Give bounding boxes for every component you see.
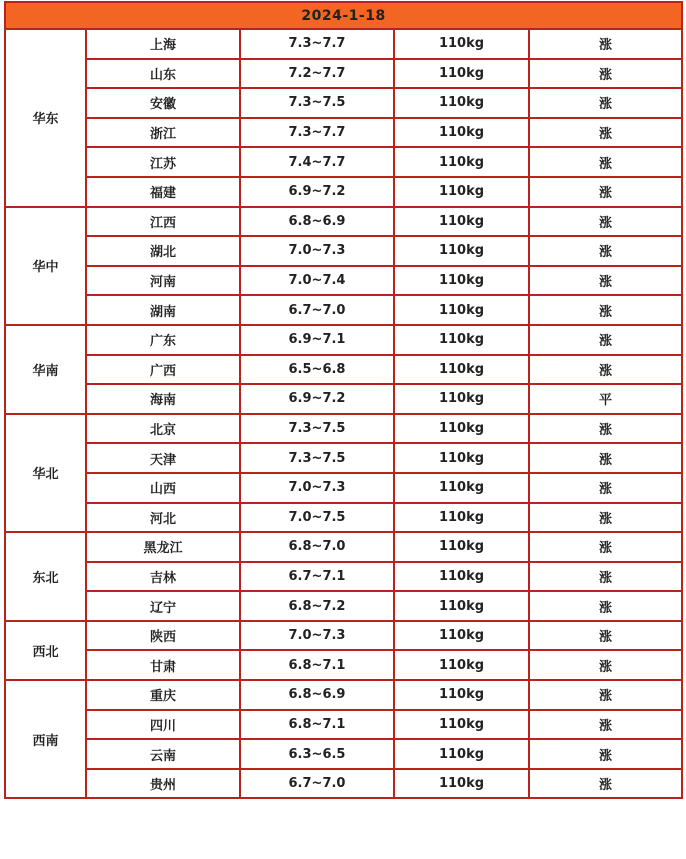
weight-cell: 110kg <box>394 147 529 177</box>
province-cell: 陕西 <box>86 621 240 651</box>
trend-up-cell: 涨 <box>529 29 682 59</box>
weight-cell: 110kg <box>394 59 529 89</box>
trend-up-cell: 涨 <box>529 414 682 444</box>
price-table-container <box>4 1 681 799</box>
table-row <box>5 29 682 59</box>
price-range-cell: 7.0~7.3 <box>240 621 394 651</box>
table-row <box>5 710 682 740</box>
province-cell: 北京 <box>86 414 240 444</box>
trend-up-cell: 涨 <box>529 59 682 89</box>
trend-up-cell: 涨 <box>529 266 682 296</box>
price-range-cell: 7.0~7.4 <box>240 266 394 296</box>
price-range-cell: 7.2~7.7 <box>240 59 394 89</box>
province-cell: 重庆 <box>86 680 240 710</box>
price-range-cell: 6.7~7.0 <box>240 769 394 799</box>
weight-cell: 110kg <box>394 650 529 680</box>
region-cell: 西南 <box>5 680 86 798</box>
trend-up-cell: 涨 <box>529 621 682 651</box>
province-cell: 甘肃 <box>86 650 240 680</box>
price-range-cell: 7.0~7.3 <box>240 236 394 266</box>
price-range-cell: 7.3~7.7 <box>240 118 394 148</box>
weight-cell: 110kg <box>394 769 529 799</box>
trend-up-cell: 涨 <box>529 295 682 325</box>
price-range-cell: 6.3~6.5 <box>240 739 394 769</box>
table-row <box>5 325 682 355</box>
weight-cell: 110kg <box>394 443 529 473</box>
table-row <box>5 680 682 710</box>
price-range-cell: 6.8~6.9 <box>240 680 394 710</box>
price-range-cell: 6.8~7.2 <box>240 591 394 621</box>
province-cell: 山西 <box>86 473 240 503</box>
table-row <box>5 355 682 385</box>
table-body <box>5 29 682 798</box>
table-row <box>5 207 682 237</box>
weight-cell: 110kg <box>394 236 529 266</box>
province-cell: 河北 <box>86 503 240 533</box>
price-range-cell: 6.7~7.0 <box>240 295 394 325</box>
province-cell: 山东 <box>86 59 240 89</box>
trend-up-cell: 涨 <box>529 325 682 355</box>
table-row <box>5 591 682 621</box>
weight-cell: 110kg <box>394 621 529 651</box>
province-cell: 江西 <box>86 207 240 237</box>
trend-flat-cell: 平 <box>529 384 682 414</box>
table-row <box>5 147 682 177</box>
province-cell: 云南 <box>86 739 240 769</box>
price-range-cell: 6.8~7.0 <box>240 532 394 562</box>
province-cell: 贵州 <box>86 769 240 799</box>
region-cell: 西北 <box>5 621 86 680</box>
price-range-cell: 6.9~7.2 <box>240 384 394 414</box>
table-row <box>5 266 682 296</box>
table-row <box>5 562 682 592</box>
weight-cell: 110kg <box>394 503 529 533</box>
weight-cell: 110kg <box>394 532 529 562</box>
trend-up-cell: 涨 <box>529 710 682 740</box>
region-cell: 华南 <box>5 325 86 414</box>
table-row <box>5 532 682 562</box>
trend-up-cell: 涨 <box>529 177 682 207</box>
table-row <box>5 650 682 680</box>
price-range-cell: 6.8~7.1 <box>240 650 394 680</box>
trend-up-cell: 涨 <box>529 769 682 799</box>
province-cell: 黑龙江 <box>86 532 240 562</box>
table-row <box>5 621 682 651</box>
trend-up-cell: 涨 <box>529 207 682 237</box>
trend-up-cell: 涨 <box>529 650 682 680</box>
trend-up-cell: 涨 <box>529 562 682 592</box>
region-cell: 华北 <box>5 414 86 532</box>
weight-cell: 110kg <box>394 177 529 207</box>
province-cell: 湖北 <box>86 236 240 266</box>
price-range-cell: 7.0~7.3 <box>240 473 394 503</box>
region-cell: 华中 <box>5 207 86 325</box>
price-range-cell: 7.3~7.5 <box>240 414 394 444</box>
trend-up-cell: 涨 <box>529 147 682 177</box>
weight-cell: 110kg <box>394 562 529 592</box>
trend-up-cell: 涨 <box>529 591 682 621</box>
weight-cell: 110kg <box>394 118 529 148</box>
weight-cell: 110kg <box>394 325 529 355</box>
table-row <box>5 739 682 769</box>
province-cell: 海南 <box>86 384 240 414</box>
price-range-cell: 6.7~7.1 <box>240 562 394 592</box>
table-row <box>5 118 682 148</box>
table-row <box>5 414 682 444</box>
province-cell: 四川 <box>86 710 240 740</box>
province-cell: 上海 <box>86 29 240 59</box>
province-cell: 广西 <box>86 355 240 385</box>
trend-up-cell: 涨 <box>529 532 682 562</box>
table-row <box>5 295 682 325</box>
trend-up-cell: 涨 <box>529 118 682 148</box>
province-cell: 河南 <box>86 266 240 296</box>
weight-cell: 110kg <box>394 680 529 710</box>
trend-up-cell: 涨 <box>529 88 682 118</box>
trend-up-cell: 涨 <box>529 355 682 385</box>
province-cell: 湖南 <box>86 295 240 325</box>
province-cell: 安徽 <box>86 88 240 118</box>
province-cell: 江苏 <box>86 147 240 177</box>
price-range-cell: 6.8~7.1 <box>240 710 394 740</box>
weight-cell: 110kg <box>394 266 529 296</box>
weight-cell: 110kg <box>394 384 529 414</box>
weight-cell: 110kg <box>394 295 529 325</box>
province-cell: 广东 <box>86 325 240 355</box>
table-row <box>5 88 682 118</box>
date-header-row <box>5 2 682 29</box>
province-cell: 天津 <box>86 443 240 473</box>
trend-up-cell: 涨 <box>529 503 682 533</box>
table-row <box>5 236 682 266</box>
pig-price-table <box>4 1 683 799</box>
weight-cell: 110kg <box>394 710 529 740</box>
price-range-cell: 7.4~7.7 <box>240 147 394 177</box>
weight-cell: 110kg <box>394 88 529 118</box>
table-row <box>5 443 682 473</box>
weight-cell: 110kg <box>394 355 529 385</box>
table-row <box>5 384 682 414</box>
date-header: 2024-1-18 <box>5 2 682 29</box>
weight-cell: 110kg <box>394 29 529 59</box>
province-cell: 福建 <box>86 177 240 207</box>
table-row <box>5 503 682 533</box>
province-cell: 浙江 <box>86 118 240 148</box>
table-row <box>5 769 682 799</box>
price-range-cell: 6.9~7.2 <box>240 177 394 207</box>
region-cell: 东北 <box>5 532 86 621</box>
price-range-cell: 6.9~7.1 <box>240 325 394 355</box>
weight-cell: 110kg <box>394 739 529 769</box>
weight-cell: 110kg <box>394 414 529 444</box>
weight-cell: 110kg <box>394 473 529 503</box>
trend-up-cell: 涨 <box>529 739 682 769</box>
region-cell: 华东 <box>5 29 86 207</box>
price-range-cell: 6.8~6.9 <box>240 207 394 237</box>
trend-up-cell: 涨 <box>529 236 682 266</box>
province-cell: 吉林 <box>86 562 240 592</box>
weight-cell: 110kg <box>394 591 529 621</box>
price-range-cell: 7.3~7.7 <box>240 29 394 59</box>
table-row <box>5 177 682 207</box>
trend-up-cell: 涨 <box>529 680 682 710</box>
price-range-cell: 7.0~7.5 <box>240 503 394 533</box>
price-range-cell: 7.3~7.5 <box>240 443 394 473</box>
table-row <box>5 473 682 503</box>
trend-up-cell: 涨 <box>529 443 682 473</box>
table-row <box>5 59 682 89</box>
province-cell: 辽宁 <box>86 591 240 621</box>
price-range-cell: 7.3~7.5 <box>240 88 394 118</box>
price-range-cell: 6.5~6.8 <box>240 355 394 385</box>
weight-cell: 110kg <box>394 207 529 237</box>
trend-up-cell: 涨 <box>529 473 682 503</box>
